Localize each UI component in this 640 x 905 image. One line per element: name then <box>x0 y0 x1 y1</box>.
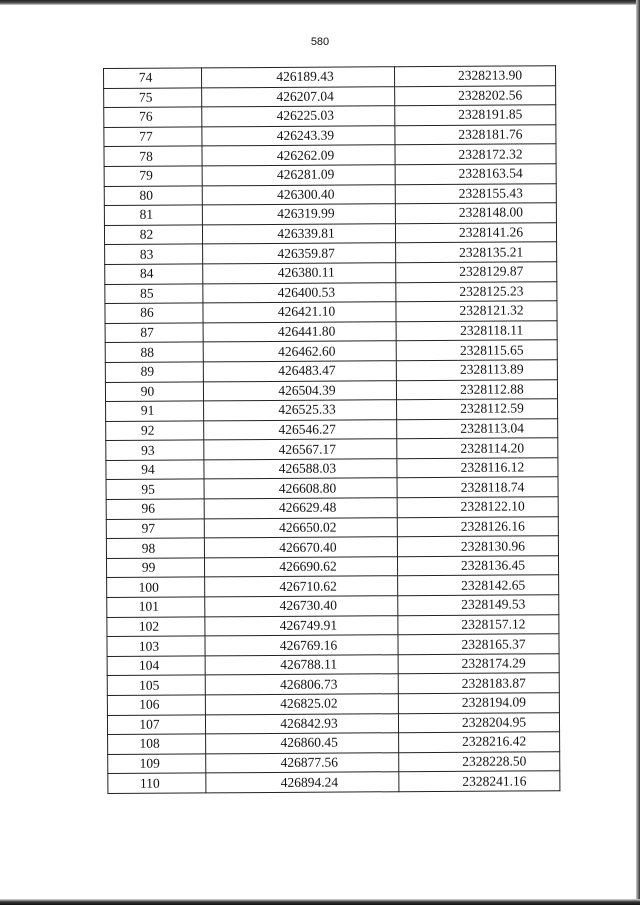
northing-cell: 2328115.65 <box>396 340 557 361</box>
point-number-cell: 109 <box>108 754 206 774</box>
table-row <box>106 556 558 578</box>
northing-cell: 2328148.00 <box>395 203 556 224</box>
coordinate-table-body <box>104 66 560 794</box>
northing-cell: 2328141.26 <box>395 222 556 243</box>
easting-cell: 426860.45 <box>206 733 399 754</box>
table-row <box>106 399 558 421</box>
table-row <box>104 144 556 166</box>
northing-cell: 2328112.59 <box>397 399 558 420</box>
northing-cell: 2328121.32 <box>396 301 557 322</box>
table-row <box>105 242 557 264</box>
table-row <box>108 732 560 754</box>
easting-cell: 426806.73 <box>205 674 398 695</box>
point-number-cell: 87 <box>105 323 203 343</box>
easting-cell: 426588.03 <box>204 459 397 480</box>
easting-cell: 426894.24 <box>206 772 399 793</box>
table-row <box>107 654 559 676</box>
point-number-cell: 101 <box>107 597 205 617</box>
easting-cell: 426730.40 <box>205 596 398 617</box>
table-row <box>106 497 558 519</box>
easting-cell: 426281.09 <box>202 165 395 186</box>
point-number-cell: 95 <box>106 479 204 499</box>
northing-cell: 2328172.32 <box>395 144 556 165</box>
northing-cell: 2328113.04 <box>397 418 558 439</box>
table-row <box>106 536 558 558</box>
easting-cell: 426243.39 <box>202 125 395 146</box>
point-number-cell: 81 <box>104 205 202 225</box>
northing-cell: 2328113.89 <box>396 360 557 381</box>
point-number-cell: 97 <box>106 519 204 539</box>
table-row <box>105 281 557 303</box>
table-row <box>107 673 559 695</box>
easting-cell: 426380.11 <box>203 263 396 284</box>
table-row <box>104 85 556 107</box>
northing-cell: 2328136.45 <box>397 556 558 577</box>
northing-cell: 2328129.87 <box>396 262 557 283</box>
point-number-cell: 90 <box>105 381 203 401</box>
point-number-cell: 110 <box>108 773 206 793</box>
table-row <box>108 752 560 774</box>
table-row <box>107 575 559 597</box>
page-number: 580 <box>310 36 330 48</box>
table-row <box>104 203 556 225</box>
easting-cell: 426670.40 <box>204 537 397 558</box>
coordinate-table <box>103 65 560 794</box>
table-row <box>106 438 558 460</box>
point-number-cell: 103 <box>107 636 205 656</box>
table-row <box>106 516 558 538</box>
point-number-cell: 96 <box>106 499 204 519</box>
northing-cell: 2328155.43 <box>395 183 556 204</box>
northing-cell: 2328126.16 <box>397 516 558 537</box>
table-row <box>107 693 559 715</box>
point-number-cell: 99 <box>106 558 204 578</box>
northing-cell: 2328202.56 <box>395 85 556 106</box>
point-number-cell: 100 <box>107 577 205 597</box>
easting-cell: 426319.99 <box>202 204 395 225</box>
point-number-cell: 76 <box>104 107 202 127</box>
northing-cell: 2328204.95 <box>398 712 559 733</box>
easting-cell: 426842.93 <box>205 713 398 734</box>
easting-cell: 426650.02 <box>204 517 397 538</box>
point-number-cell: 80 <box>104 185 202 205</box>
table-row <box>107 712 559 734</box>
point-number-cell: 98 <box>106 538 204 558</box>
table-row <box>105 360 557 382</box>
point-number-cell: 105 <box>107 675 205 695</box>
northing-cell: 2328130.96 <box>397 536 558 557</box>
table-row <box>105 379 557 401</box>
table-row <box>107 595 559 617</box>
easting-cell: 426504.39 <box>203 380 396 401</box>
easting-cell: 426225.03 <box>202 106 395 127</box>
northing-cell: 2328116.12 <box>397 458 558 479</box>
easting-cell: 426441.80 <box>203 321 396 342</box>
point-number-cell: 83 <box>105 244 203 264</box>
point-number-cell: 104 <box>107 656 205 676</box>
northing-cell: 2328122.10 <box>397 497 558 518</box>
table-row <box>108 771 560 793</box>
easting-cell: 426546.27 <box>204 419 397 440</box>
easting-cell: 426525.33 <box>204 400 397 421</box>
easting-cell: 426629.48 <box>204 498 397 519</box>
northing-cell: 2328125.23 <box>396 281 557 302</box>
northing-cell: 2328165.37 <box>398 634 559 655</box>
easting-cell: 426207.04 <box>202 86 395 107</box>
point-number-cell: 91 <box>106 401 204 421</box>
point-number-cell: 79 <box>104 166 202 186</box>
easting-cell: 426300.40 <box>202 184 395 205</box>
easting-cell: 426359.87 <box>203 243 396 264</box>
point-number-cell: 92 <box>106 421 204 441</box>
table-row <box>104 164 556 186</box>
easting-cell: 426262.09 <box>202 145 395 166</box>
easting-cell: 426462.60 <box>203 341 396 362</box>
point-number-cell: 88 <box>105 342 203 362</box>
point-number-cell: 94 <box>106 460 204 480</box>
table-row <box>105 262 557 284</box>
easting-cell: 426400.53 <box>203 282 396 303</box>
easting-cell: 426788.11 <box>205 655 398 676</box>
northing-cell: 2328114.20 <box>397 438 558 459</box>
easting-cell: 426749.91 <box>205 615 398 636</box>
point-number-cell: 74 <box>104 68 202 88</box>
table-row <box>105 340 557 362</box>
point-number-cell: 86 <box>105 303 203 323</box>
easting-cell: 426769.16 <box>205 635 398 656</box>
northing-cell: 2328194.09 <box>398 693 559 714</box>
easting-cell: 426421.10 <box>203 302 396 323</box>
table-row <box>105 301 557 323</box>
easting-cell: 426483.47 <box>203 361 396 382</box>
northing-cell: 2328241.16 <box>399 771 560 792</box>
point-number-cell: 78 <box>104 146 202 166</box>
northing-cell: 2328183.87 <box>398 673 559 694</box>
table-row <box>105 320 557 342</box>
point-number-cell: 102 <box>107 617 205 637</box>
point-number-cell: 89 <box>105 362 203 382</box>
northing-cell: 2328157.12 <box>398 614 559 635</box>
table-row <box>104 183 556 205</box>
point-number-cell: 107 <box>107 714 205 734</box>
northing-cell: 2328191.85 <box>395 105 556 126</box>
northing-cell: 2328163.54 <box>395 164 556 185</box>
northing-cell: 2328216.42 <box>399 732 560 753</box>
point-number-cell: 84 <box>105 264 203 284</box>
easting-cell: 426690.62 <box>204 557 397 578</box>
point-number-cell: 106 <box>107 695 205 715</box>
easting-cell: 426710.62 <box>205 576 398 597</box>
northing-cell: 2328181.76 <box>395 125 556 146</box>
point-number-cell: 82 <box>104 225 202 245</box>
easting-cell: 426189.43 <box>202 67 395 88</box>
table-row <box>106 418 558 440</box>
northing-cell: 2328118.74 <box>397 477 558 498</box>
northing-cell: 2328149.53 <box>398 595 559 616</box>
table-row <box>107 614 559 636</box>
point-number-cell: 85 <box>105 283 203 303</box>
point-number-cell: 108 <box>108 734 206 754</box>
coordinate-table-container <box>103 65 559 794</box>
table-row <box>104 125 556 147</box>
point-number-cell: 93 <box>106 440 204 460</box>
scan-edge-bottom <box>0 899 640 905</box>
easting-cell: 426608.80 <box>204 478 397 499</box>
northing-cell: 2328135.21 <box>396 242 557 263</box>
table-row <box>107 634 559 656</box>
northing-cell: 2328228.50 <box>399 752 560 773</box>
easting-cell: 426339.81 <box>202 223 395 244</box>
scan-edge-top <box>0 0 640 5</box>
northing-cell: 2328213.90 <box>394 66 555 87</box>
northing-cell: 2328112.88 <box>396 379 557 400</box>
easting-cell: 426877.56 <box>206 752 399 773</box>
point-number-cell: 77 <box>104 127 202 147</box>
northing-cell: 2328174.29 <box>398 654 559 675</box>
table-row <box>104 222 556 244</box>
table-row <box>104 66 556 88</box>
table-row <box>104 105 556 127</box>
northing-cell: 2328142.65 <box>398 575 559 596</box>
table-row <box>106 458 558 480</box>
scan-edge-right <box>636 0 640 905</box>
easting-cell: 426825.02 <box>205 694 398 715</box>
northing-cell: 2328118.11 <box>396 320 557 341</box>
point-number-cell: 75 <box>104 87 202 107</box>
easting-cell: 426567.17 <box>204 439 397 460</box>
table-row <box>106 477 558 499</box>
